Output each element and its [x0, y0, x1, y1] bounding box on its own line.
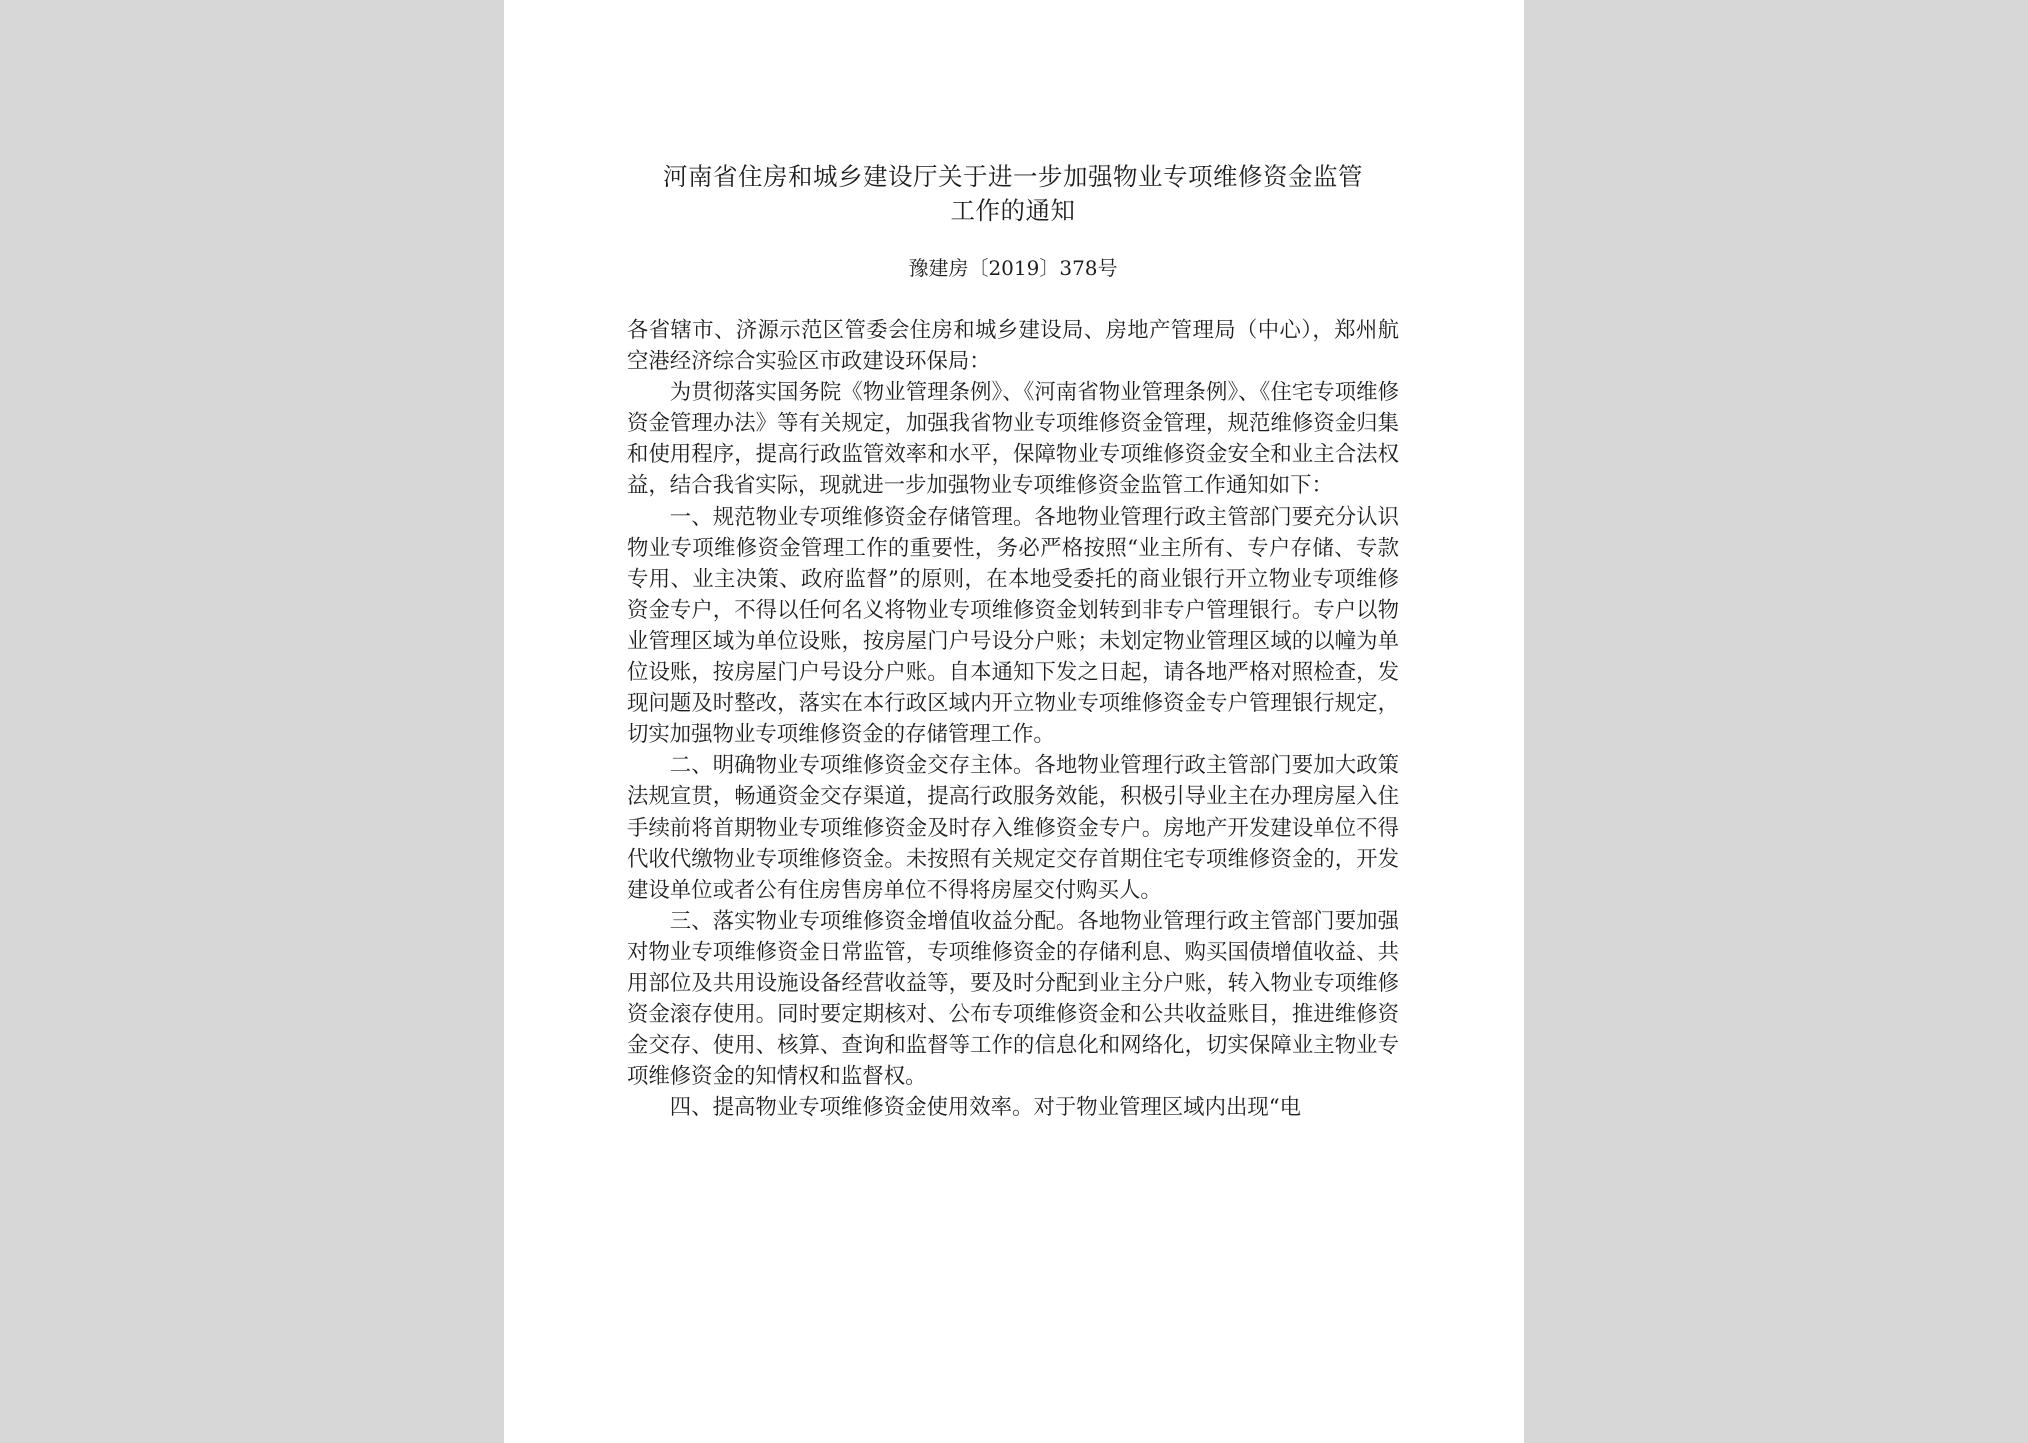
document-title	[627, 160, 1399, 228]
document-number: 豫建房〔2019〕378号	[908, 256, 1118, 280]
salutation-paragraph: 各省辖市、济源示范区管委会住房和城乡建设局、房地产管理局（中心），郑州航空港经济综合实验区市政建设环保局：	[627, 318, 1399, 375]
document-body	[627, 315, 1399, 1123]
document-title-line-1: 河南省住房和城乡建设厅关于进一步加强物业专项维修资金监管	[663, 162, 1363, 191]
section-2-paragraph: 二、明确物业专项维修资金交存主体。各地物业管理行政主管部门要加大政策法规宣贯，畅通资金交存渠道，提高行政服务效能，积极引导业主在办理房屋入住手续前将首期物业专项维修资金及时存入维修资金专户。房地产开发建设单位不得代收代缴物业专项维修资金。未按照有关规定交存首期住宅专项维修资金的，开发建设单位或者公有住房售房单位不得将房屋交付购买人。	[627, 753, 1399, 903]
section-3-paragraph: 三、落实物业专项维修资金增值收益分配。各地物业管理行政主管部门要加强对物业专项维修资金日常监管，专项维修资金的存储利息、购买国债增值收益、共用部位及共用设施设备经营收益等，要及时分配到业主分户账，转入物业专项维修资金滚存使用。同时要定期核对、公布专项维修资金和公共收益账目，推进维修资金交存、使用、核算、查询和监督等工作的信息化和网络化，切实保障业主物业专项维修资金的知情权和监督权。	[627, 908, 1399, 1090]
document-title-line-2: 工作的通知	[950, 196, 1076, 225]
document-page	[504, 0, 1524, 1443]
section-1-paragraph: 一、规范物业专项维修资金存储管理。各地物业管理行政主管部门要充分认识物业专项维修资金管理工作的重要性，务必严格按照“业主所有、专户存储、专款专用、业主决策、政府监督”的原则，在本地受委托的商业银行开立物业专项维修资金专户，不得以任何名义将物业专项维修资金划转到非专户管理银行。专户以物业管理区域为单位设账，按房屋门户号设分户账；未划定物业管理区域的以幢为单位设账，按房屋门户号设分户账。自本通知下发之日起，请各地严格对照检查，发现问题及时整改，落实在本行政区域内开立物业专项维修资金专户管理银行规定，切实加强物业专项维修资金的存储管理工作。	[627, 504, 1399, 748]
document-content	[627, 160, 1399, 1123]
intro-paragraph: 为贯彻落实国务院《物业管理条例》、《河南省物业管理条例》、《住宅专项维修资金管理办法》等有关规定，加强我省物业专项维修资金管理，规范维修资金归集和使用程序，提高行政监管效率和水平，保障物业专项维修资金安全和业主合法权益，结合我省实际，现就进一步加强物业专项维修资金监管工作通知如下：	[627, 380, 1399, 499]
section-4-paragraph: 四、提高物业专项维修资金使用效率。对于物业管理区域内出现“电	[669, 1095, 1302, 1121]
